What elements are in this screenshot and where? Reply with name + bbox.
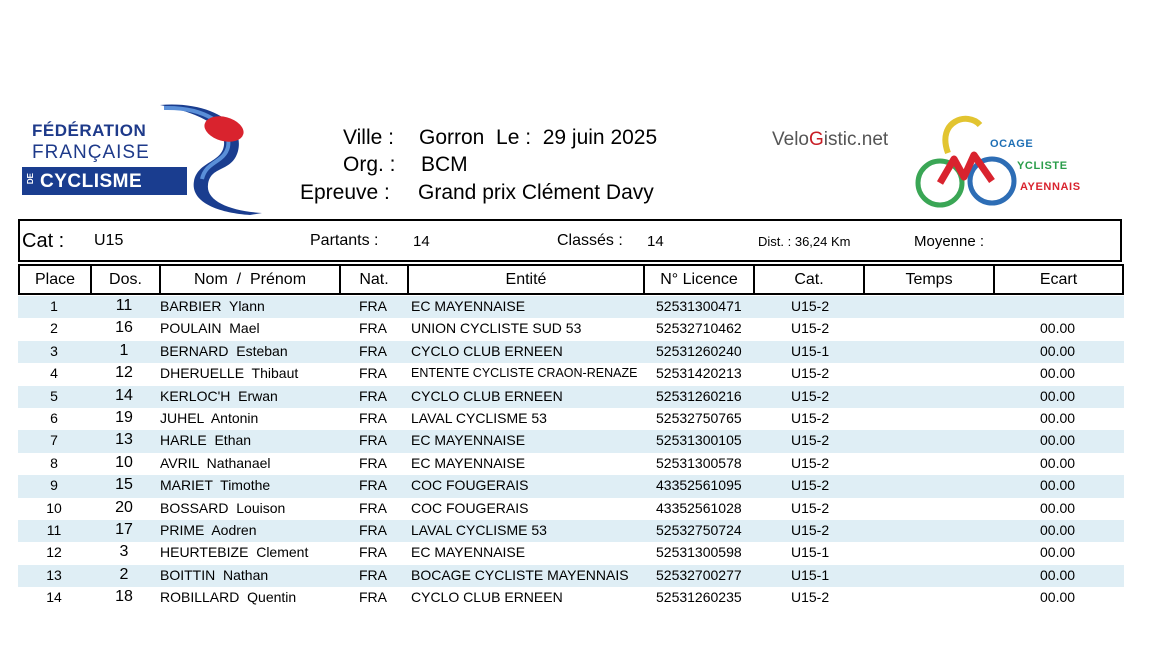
col-dos: Dos. (90, 264, 161, 295)
ecart-cell: 00.00 (1040, 320, 1076, 337)
licence-cell: 52531260235 (656, 589, 742, 606)
distance: Dist. : 36,24 Km (758, 234, 851, 249)
dos-cell: 16 (115, 319, 133, 337)
moyenne-label: Moyenne : (914, 233, 985, 250)
name-cell: BOITTIN Nathan (160, 566, 269, 583)
nat-cell: FRA (359, 477, 387, 494)
org-label: Org. : (343, 153, 396, 176)
epreuve-value: Grand prix Clément Davy (418, 181, 654, 204)
col-cat: Cat. (753, 264, 865, 295)
table-row (18, 565, 1124, 587)
cat-cell: U15-2 (791, 589, 830, 606)
classes-value: 14 (647, 233, 664, 250)
licence-cell: 52532750724 (656, 521, 742, 538)
results-table-header (18, 264, 1124, 295)
dos-cell: 3 (119, 543, 129, 561)
place-cell: 3 (50, 342, 58, 359)
place-cell: 1 (50, 298, 58, 314)
entite-cell: EC MAYENNAISE (411, 454, 526, 471)
velogistic-logo (772, 129, 888, 151)
dos-cell: 10 (115, 453, 133, 471)
cat-cell: U15-2 (791, 432, 830, 449)
ville-label: Ville : (343, 126, 394, 149)
ecart-cell: 00.00 (1040, 342, 1076, 359)
ffc-logo-de: DE (26, 173, 35, 185)
nat-cell: FRA (359, 365, 387, 382)
name-cell: BARBIER Ylann (160, 298, 265, 314)
entite-cell: EC MAYENNAISE (411, 544, 526, 561)
velogistic-part2: G (808, 129, 824, 150)
col-temps: Temps (863, 264, 995, 295)
col-entite: Entité (407, 264, 645, 295)
table-row (18, 430, 1124, 452)
cat-cell: U15-2 (791, 298, 830, 314)
place-cell: 14 (46, 589, 62, 606)
cat-cell: U15-2 (791, 365, 830, 382)
nat-cell: FRA (359, 589, 387, 606)
org-value: BCM (421, 153, 468, 176)
table-row (18, 341, 1124, 363)
name-cell: BERNARD Esteban (160, 342, 288, 359)
ffc-swoosh-icon (150, 103, 268, 215)
nat-cell: FRA (359, 320, 387, 337)
table-row (18, 386, 1124, 408)
name-cell: POULAIN Mael (160, 320, 260, 337)
nat-cell: FRA (359, 387, 387, 404)
dos-cell: 12 (115, 364, 133, 382)
table-row (18, 587, 1124, 609)
epreuve-label: Epreuve : (300, 181, 390, 204)
table-row (18, 318, 1124, 340)
licence-cell: 52531300598 (656, 544, 742, 561)
nat-cell: FRA (359, 409, 387, 426)
col-licence: N° Licence (643, 264, 755, 295)
table-row (18, 363, 1124, 385)
name-cell: PRIME Aodren (160, 521, 257, 538)
col-nat: Nat. (339, 264, 409, 295)
entite-cell: COC FOUGERAIS (411, 499, 529, 516)
cat-label: Cat : (22, 230, 65, 252)
licence-cell: 52532710462 (656, 320, 742, 337)
name-cell: AVRIL Nathanael (160, 454, 271, 471)
dos-cell: 14 (115, 386, 133, 404)
dos-cell: 18 (115, 588, 133, 606)
dos-cell: 17 (115, 520, 133, 538)
cat-cell: U15-2 (791, 387, 830, 404)
licence-cell: 52531300105 (656, 432, 742, 449)
col-nom: Nom / Prénom (159, 264, 341, 295)
name-cell: BOSSARD Louison (160, 499, 286, 516)
licence-cell: 43352561095 (656, 477, 742, 494)
entite-cell: EC MAYENNAISE (411, 432, 526, 449)
place-cell: 7 (50, 432, 58, 449)
cat-cell: U15-2 (791, 320, 830, 337)
ffc-logo (20, 103, 268, 215)
entite-cell: CYCLO CLUB ERNEEN (411, 387, 563, 404)
table-row (18, 475, 1124, 497)
licence-cell: 52532750765 (656, 409, 742, 426)
entite-cell: CYCLO CLUB ERNEEN (411, 589, 563, 606)
place-cell: 8 (50, 454, 58, 471)
table-row (18, 520, 1124, 542)
ecart-cell: 00.00 (1040, 589, 1076, 606)
place-cell: 12 (46, 544, 62, 561)
ffc-logo-line3: CYCLISME (40, 171, 143, 192)
name-cell: ROBILLARD Quentin (160, 589, 297, 606)
ecart-cell: 00.00 (1040, 521, 1076, 538)
ecart-cell: 00.00 (1040, 544, 1076, 561)
ecart-cell: 00.00 (1040, 432, 1076, 449)
name-cell: HARLE Ethan (160, 432, 252, 449)
name-cell: HEURTEBIZE Clement (160, 544, 309, 561)
dos-cell: 15 (115, 476, 133, 494)
ecart-cell: 00.00 (1040, 566, 1076, 583)
entite-cell: EC MAYENNAISE (411, 298, 526, 314)
dos-cell: 1 (119, 341, 129, 359)
velogistic-part1: Velo (772, 129, 809, 150)
race-info-box (18, 219, 1122, 262)
col-ecart: Ecart (993, 264, 1124, 295)
ville-value: Gorron Le : 29 juin 2025 (419, 126, 658, 149)
col-place: Place (18, 264, 92, 295)
velogistic-part3: istic.net (823, 129, 889, 150)
nat-cell: FRA (359, 342, 387, 359)
place-cell: 10 (46, 499, 62, 516)
partants-value: 14 (413, 233, 430, 250)
partants-label: Partants : (310, 232, 379, 249)
place-cell: 5 (50, 387, 58, 404)
bcm-logo-line3: AYENNAIS (1020, 181, 1081, 193)
nat-cell: FRA (359, 499, 387, 516)
place-cell: 6 (50, 409, 58, 426)
results-table-body (18, 296, 1124, 609)
nat-cell: FRA (359, 566, 387, 583)
ecart-cell: 00.00 (1040, 454, 1076, 471)
bicycle-icon (910, 113, 1100, 208)
cat-cell: U15-1 (791, 342, 830, 359)
dos-cell: 11 (115, 297, 133, 314)
licence-cell: 52531260216 (656, 387, 742, 404)
dos-cell: 20 (115, 498, 133, 516)
bcm-logo (910, 113, 1100, 208)
place-cell: 2 (50, 320, 58, 337)
ffc-logo-line2: FRANÇAISE (32, 142, 150, 163)
entite-cell: LAVAL CYCLISME 53 (411, 409, 547, 426)
licence-cell: 52532700277 (656, 566, 742, 583)
cat-cell: U15-2 (791, 409, 830, 426)
cat-cell: U15-2 (791, 521, 830, 538)
nat-cell: FRA (359, 454, 387, 471)
licence-cell: 43352561028 (656, 499, 742, 516)
nat-cell: FRA (359, 432, 387, 449)
ecart-cell: 00.00 (1040, 365, 1076, 382)
entite-cell: CYCLO CLUB ERNEEN (411, 342, 563, 359)
entite-cell: LAVAL CYCLISME 53 (411, 521, 547, 538)
table-row (18, 408, 1124, 430)
cat-cell: U15-2 (791, 477, 830, 494)
bcm-logo-line2: YCLISTE (1017, 160, 1068, 172)
cat-cell: U15-2 (791, 499, 830, 516)
entite-cell: ENTENTE CYCLISTE CRAON-RENAZE (411, 366, 638, 381)
place-cell: 9 (50, 477, 58, 494)
licence-cell: 52531260240 (656, 342, 742, 359)
cat-cell: U15-1 (791, 544, 830, 561)
licence-cell: 52531300578 (656, 454, 742, 471)
licence-cell: 52531420213 (656, 365, 742, 382)
cat-cell: U15-2 (791, 454, 830, 471)
dos-cell: 2 (119, 565, 129, 583)
place-cell: 13 (46, 566, 62, 583)
classes-label: Classés : (557, 232, 623, 249)
cat-cell: U15-1 (791, 566, 830, 583)
entite-cell: COC FOUGERAIS (411, 477, 529, 494)
ecart-cell: 00.00 (1040, 409, 1076, 426)
table-row (18, 542, 1124, 564)
ecart-cell: 00.00 (1040, 499, 1076, 516)
licence-cell: 52531300471 (656, 298, 742, 314)
table-row (18, 498, 1124, 520)
entite-cell: BOCAGE CYCLISTE MAYENNAIS (411, 566, 629, 583)
nat-cell: FRA (359, 544, 387, 561)
nat-cell: FRA (359, 521, 387, 538)
name-cell: JUHEL Antonin (160, 409, 259, 426)
place-cell: 4 (50, 365, 58, 382)
ecart-cell: 00.00 (1040, 477, 1076, 494)
name-cell: MARIET Timothe (160, 477, 271, 494)
name-cell: DHERUELLE Thibaut (160, 365, 299, 382)
cat-value: U15 (94, 232, 124, 249)
ffc-logo-line1: FÉDÉRATION (32, 121, 147, 140)
bcm-logo-line1: OCAGE (990, 138, 1034, 150)
place-cell: 11 (46, 521, 62, 538)
table-row (18, 453, 1124, 475)
dos-cell: 13 (115, 431, 133, 449)
nat-cell: FRA (359, 298, 387, 314)
entite-cell: UNION CYCLISTE SUD 53 (411, 320, 582, 337)
ecart-cell: 00.00 (1040, 387, 1076, 404)
table-row (18, 296, 1124, 318)
name-cell: KERLOC'H Erwan (160, 387, 278, 404)
dos-cell: 19 (115, 408, 133, 426)
